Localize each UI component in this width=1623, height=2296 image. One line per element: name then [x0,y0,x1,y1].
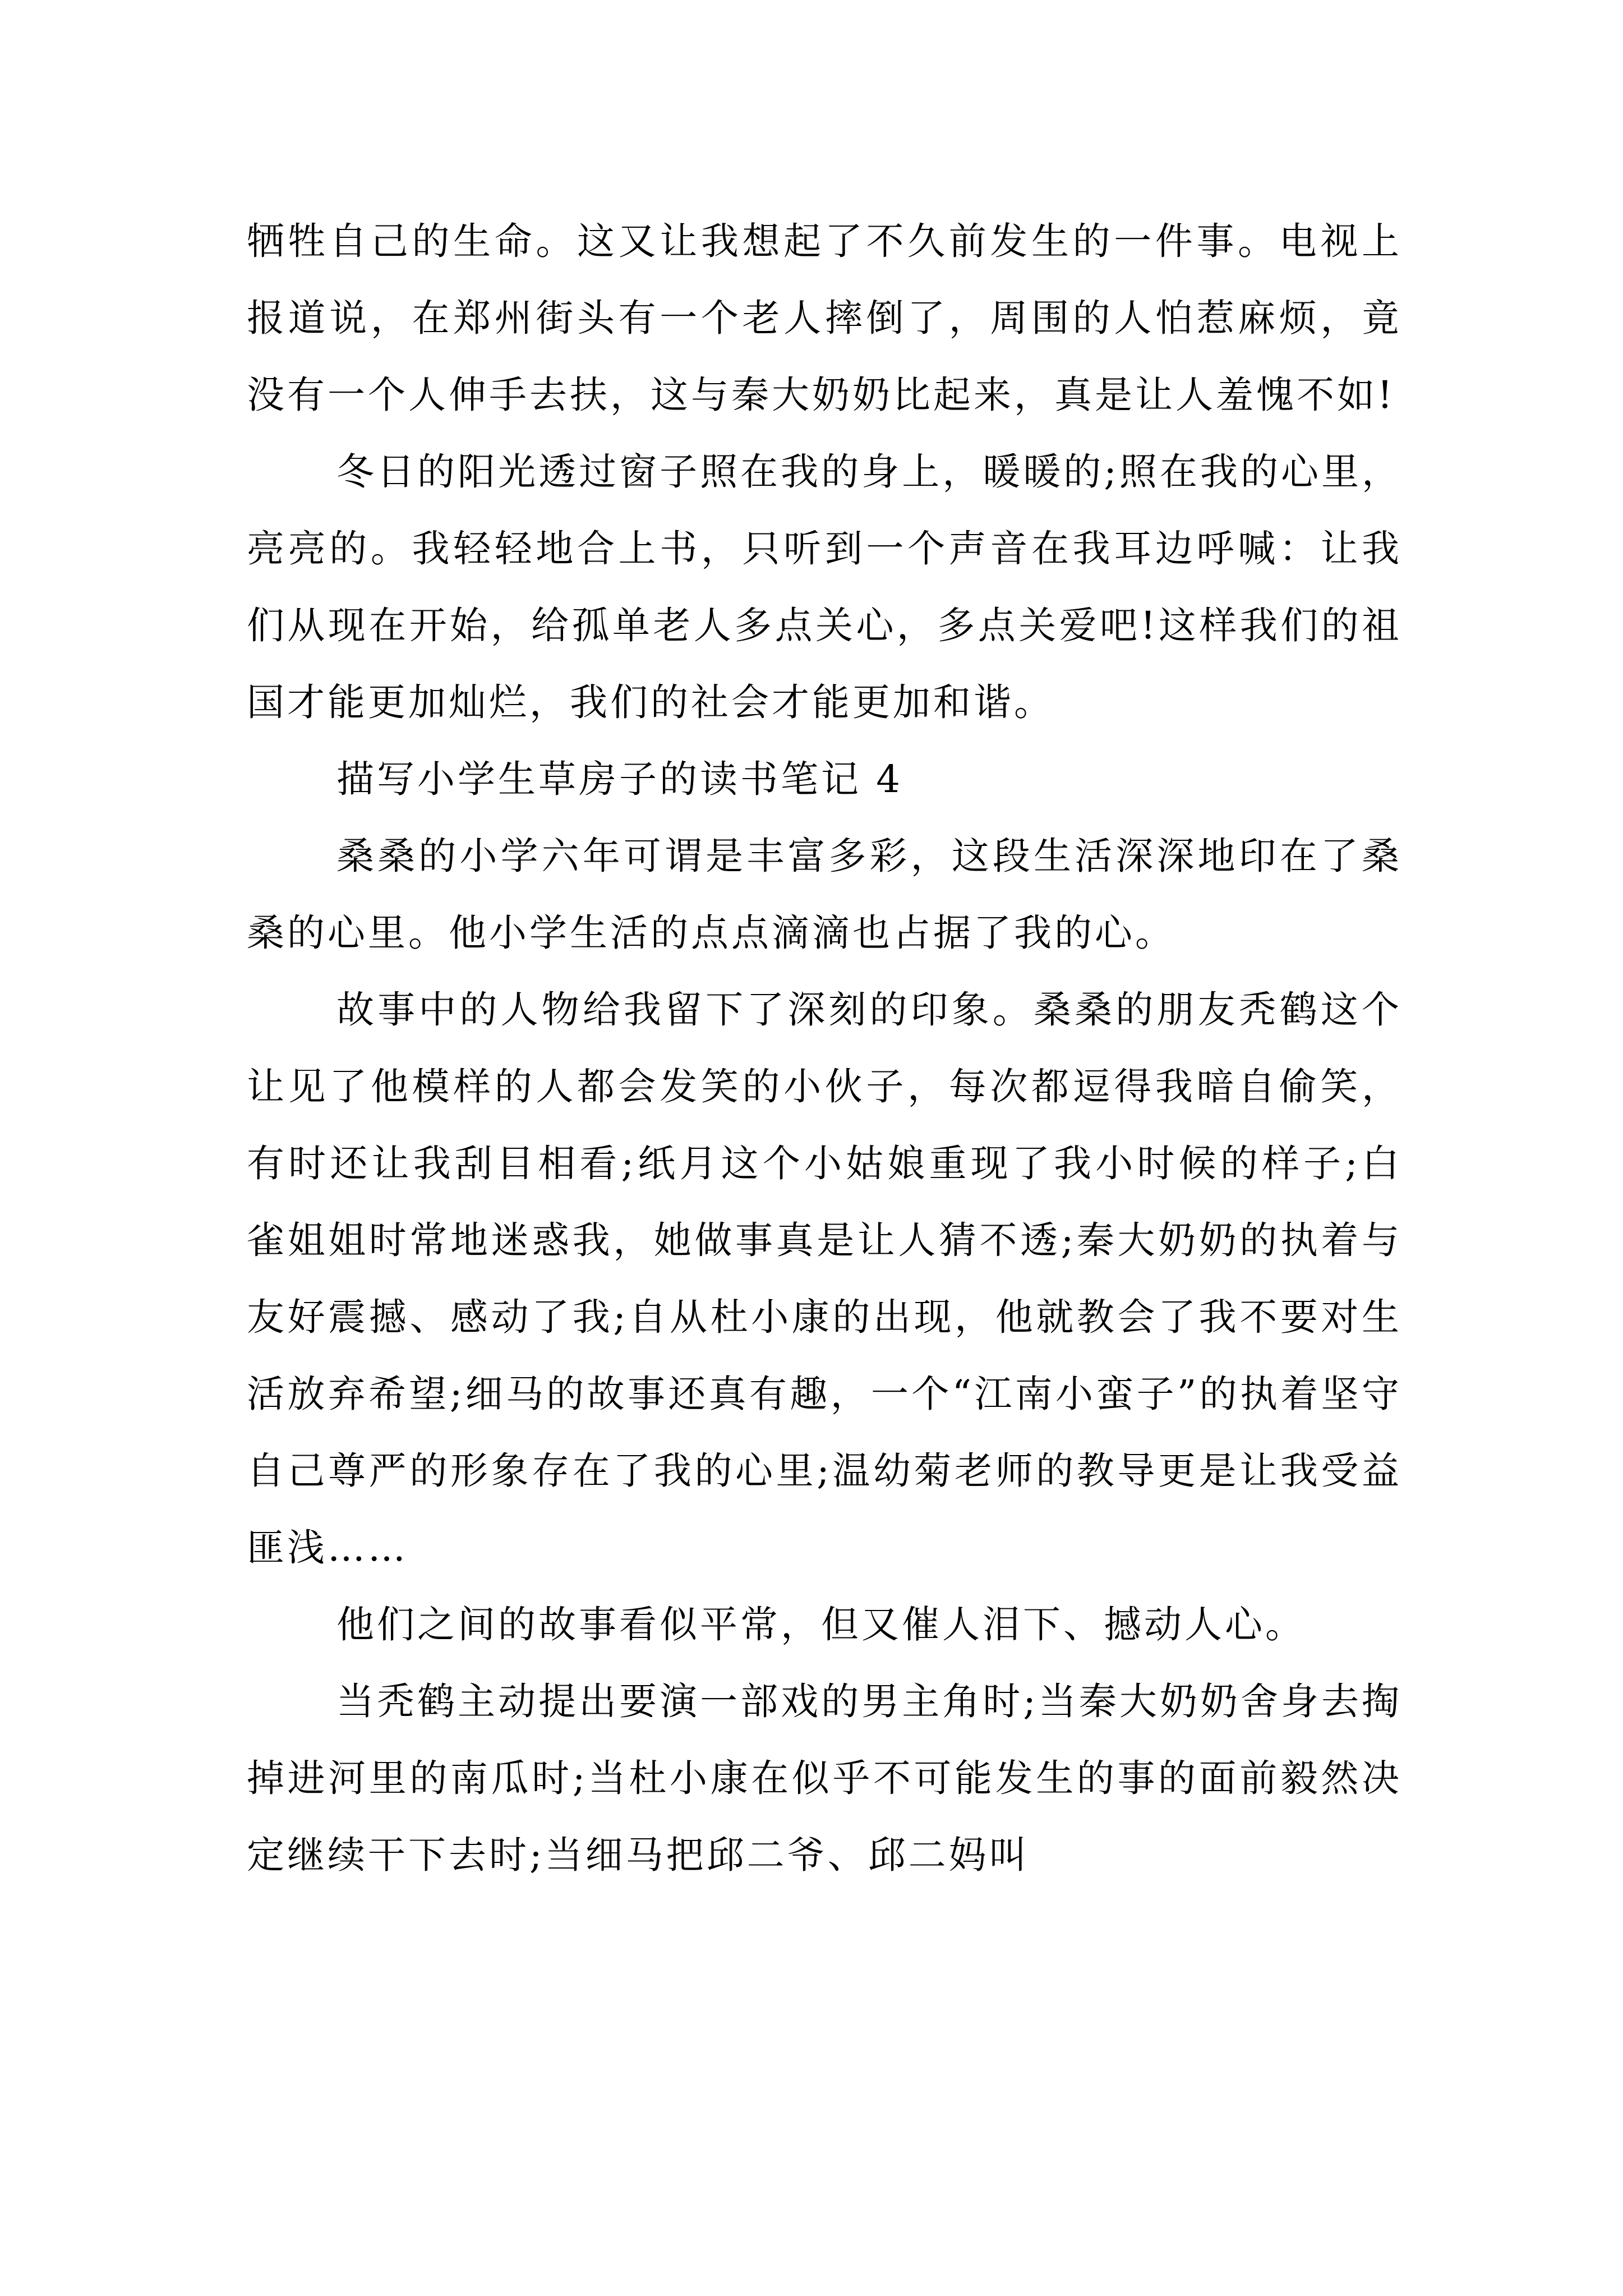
paragraph-winter-sunshine: 冬日的阳光透过窗子照在我的身上，暖暖的;照在我的心里，亮亮的。我轻轻地合上书，只听到一个声音在我耳边呼喊：让我们从现在开始，给孤单老人多点关心，多点关爱吧!这样我们的祖国才能更加灿烂，我们的社会才能更加和谐。 [247,450,1402,724]
section-heading: 描写小学生草房子的读书笔记 4 [336,757,903,801]
paragraph-moments: 当秃鹤主动提出要演一部戏的男主角时;当秦大奶奶舍身去掏掉进河里的南瓜时;当杜小康在似乎不可能发生的事的面前毅然决定继续干下去时;当细马把邱二爷、邱二妈叫 [247,1680,1402,1877]
paragraph-stories: 他们之间的故事看似平常，但又催人泪下、撼动人心。 [336,1603,1306,1646]
document-body [247,203,1402,1894]
paragraph-continuation: 牺牲自己的生命。这又让我想起了不久前发生的一件事。电视上报道说，在郑州街头有一个老人摔倒了，周围的人怕惹麻烦，竟没有一个人伸手去扶，这与秦大奶奶比起来，真是让人羞愧不如! [247,219,1402,417]
paragraph-sangsang-school: 桑桑的小学六年可谓是丰富多彩，这段生活深深地印在了桑桑的心里。他小学生活的点点滴滴也占据了我的心。 [247,834,1402,955]
paragraph-characters: 故事中的人物给我留下了深刻的印象。桑桑的朋友秃鹤这个让见了他模样的人都会发笑的小伙子，每次都逗得我暗自偷笑，有时还让我刮目相看;纸月这个小姑娘重现了我小时候的样子;白雀姐姐时常地迷惑我，她做事真是让人猜不透;秦大奶奶的执着与友好震撼、感动了我;自从杜小康的出现，他就教会了我不要对生活放弃希望;细马的故事还真有趣，一个“江南小蛮子”的执着坚守自己尊严的形象存在了我的心里;温幼菊老师的教导更是让我受益匪浅…… [247,988,1402,1570]
